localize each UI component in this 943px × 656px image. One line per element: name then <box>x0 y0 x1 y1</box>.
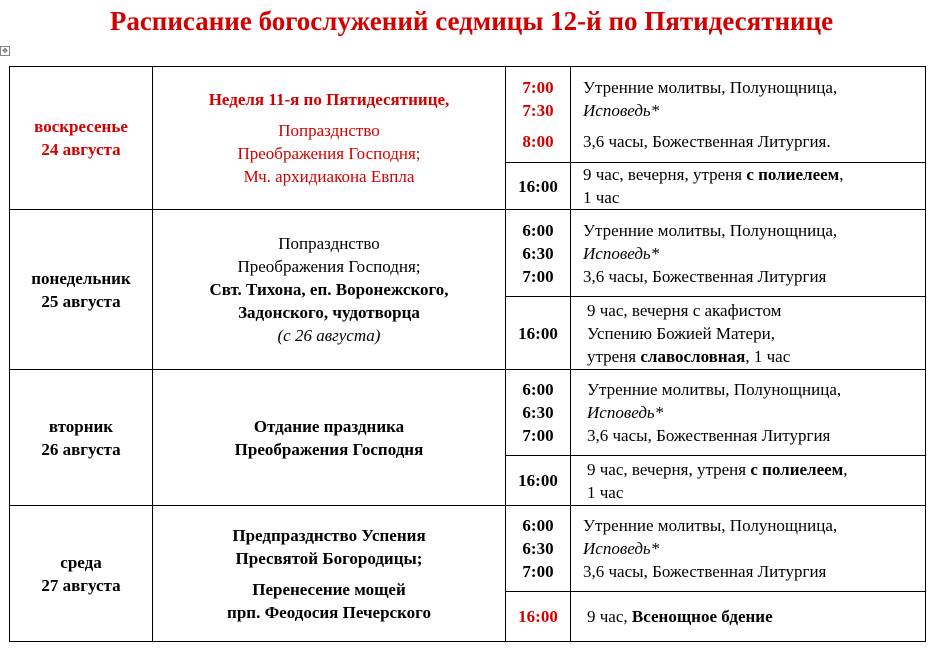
table-row <box>10 370 926 456</box>
date-label: 27 августа <box>41 575 121 595</box>
evening-time: 16:00 <box>506 592 571 642</box>
evening-services <box>571 163 926 210</box>
time-label: 7:00 <box>522 426 554 445</box>
day-cell <box>10 67 153 210</box>
page-title: Расписание богослужений седмицы 12-й по Пятидесятнице <box>109 6 834 36</box>
feast-bold-line: Преображения Господня <box>234 439 424 459</box>
feast-line: Преображения Господня; <box>237 144 421 163</box>
time-label: 6:30 <box>522 539 554 558</box>
evening-time: 16:00 <box>506 456 571 506</box>
morning-services <box>571 210 926 297</box>
time-label: 7:00 <box>522 78 554 97</box>
service-line: Исповедь* <box>587 403 664 422</box>
service-text: , 1 час <box>745 346 791 366</box>
feast-bold-line: Задонского, чудотворца <box>238 303 420 322</box>
service-text: 9 час, вечерня, утреня <box>583 165 747 184</box>
service-bold: с полиелеем <box>746 165 840 184</box>
table-row <box>10 67 926 163</box>
service-line: 1 час <box>587 482 624 502</box>
morning-times <box>506 506 571 592</box>
morning-times <box>506 210 571 297</box>
feast-bold-line: Отдание праздника <box>253 416 405 436</box>
morning-services <box>571 506 926 592</box>
day-cell <box>10 506 153 642</box>
time-label: 6:00 <box>522 516 554 535</box>
feast-line: Попразднство <box>278 234 380 253</box>
service-line: 3,6 часы, Божественная Литургия <box>583 562 827 581</box>
service-line: Утренние молитвы, Полунощница, <box>583 516 838 535</box>
service-line: 3,6 часы, Божественная Литургия <box>587 426 831 445</box>
service-line: Утренние молитвы, Полунощница, <box>587 380 842 399</box>
feast-main: Неделя 11-я по Пятидесятнице, <box>208 90 450 109</box>
feast-bold-line: Перенесение мощей <box>252 579 406 599</box>
weekday-label: среда <box>60 552 102 572</box>
feast-note: (с 26 августа) <box>277 326 381 345</box>
date-label: 24 августа <box>41 140 121 159</box>
date-label: 26 августа <box>41 439 121 459</box>
feast-line: Попразднство <box>278 121 380 140</box>
feast-line: Преображения Господня; <box>237 257 421 276</box>
service-bold: славословная <box>640 346 746 366</box>
morning-services <box>571 370 926 456</box>
day-cell <box>10 370 153 506</box>
service-text: утреня <box>587 346 641 366</box>
time-label: 6:30 <box>522 243 554 263</box>
weekday-label: воскресенье <box>34 117 128 136</box>
time-label: 6:30 <box>522 403 554 422</box>
service-line: Утренние молитвы, Полунощница, <box>583 78 838 97</box>
date-label: 25 августа <box>41 291 121 311</box>
time-label: 7:00 <box>522 266 554 286</box>
morning-times <box>506 67 571 163</box>
feast-cell <box>153 506 506 642</box>
service-text: , <box>843 459 848 479</box>
service-line: 1 час <box>583 188 620 207</box>
schedule-table <box>9 66 926 642</box>
service-line: Исповедь* <box>583 101 660 120</box>
move-arrows-icon[interactable]: ✥ <box>0 46 10 56</box>
evening-services <box>571 592 926 642</box>
day-cell <box>10 210 153 370</box>
feast-cell <box>153 210 506 370</box>
table-row <box>10 210 926 297</box>
service-text: , <box>839 165 844 184</box>
weekday-label: вторник <box>48 416 114 436</box>
service-bold: с полиелеем <box>750 459 844 479</box>
evening-time: 16:00 <box>506 297 571 370</box>
service-line: 3,6 часы, Божественная Литургия <box>583 266 827 286</box>
weekday-label: понедельник <box>31 268 131 288</box>
service-text: 9 час, <box>587 607 632 626</box>
table-row <box>10 506 926 592</box>
morning-times <box>506 370 571 456</box>
feast-cell <box>153 370 506 506</box>
time-label: 7:30 <box>522 101 554 120</box>
time-label: 7:00 <box>522 562 554 581</box>
service-line: Исповедь* <box>583 539 660 558</box>
feast-bold-line: Пресвятой Богородицы; <box>235 548 423 568</box>
evening-time: 16:00 <box>506 163 571 210</box>
service-line: Успению Божией Матери, <box>587 323 775 343</box>
service-bold: Всенощное бдение <box>631 607 773 626</box>
service-line: Утренние молитвы, Полунощница, <box>583 220 838 240</box>
feast-bold-line: прп. Феодосия Печерского <box>227 602 431 622</box>
time-label: 8:00 <box>522 132 554 151</box>
service-line: Исповедь* <box>583 243 660 263</box>
service-text: 9 час, вечерня, утреня <box>587 459 751 479</box>
evening-services <box>571 456 926 506</box>
feast-line: Мч. архидиакона Евпла <box>243 167 415 186</box>
time-label: 6:00 <box>522 220 554 240</box>
feast-bold-line: Свт. Тихона, еп. Воронежского, <box>209 280 449 299</box>
feast-cell <box>153 67 506 210</box>
time-label: 6:00 <box>522 380 554 399</box>
morning-services <box>571 67 926 163</box>
evening-services <box>571 297 926 370</box>
feast-bold-line: Предпразднство Успения <box>232 525 426 545</box>
service-line: 9 час, вечерня с акафистом <box>587 300 782 320</box>
service-line: 3,6 часы, Божественная Литургия. <box>583 132 831 151</box>
